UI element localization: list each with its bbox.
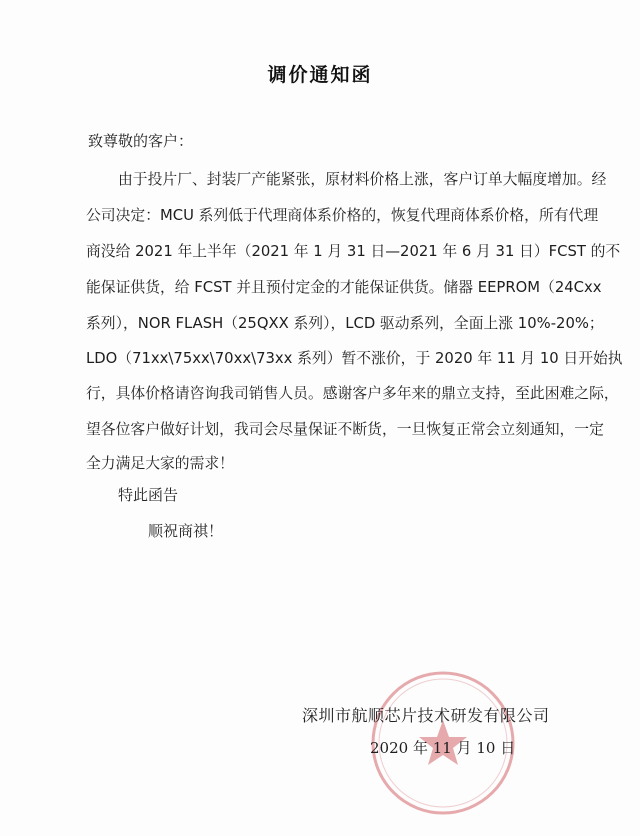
body-line: 望各位客户做好计划，我司会尽量保证不断货，一旦恢复正常会立刻通知，一定 [86,421,604,438]
body-line: LDO（71xx\75xx\70xx\73xx 系列）暂不涨价，于 2020 年 11 月 10 日开始执 [86,350,623,367]
signature-date: 2020 年 11 月 10 日 [370,739,516,757]
document-title: 调价通知函 [267,64,373,86]
closing-greeting: 顺祝商祺！ [148,522,224,540]
body-line: 系列），NOR FLASH（25QXX 系列），LCD 驱动系列，全面上涨 10%-20%； [86,315,604,332]
body-line: 商没给 2021 年上半年（2021 年 1 月 31 日—2021 年 6 月 31 日）FCST 的不 [86,243,621,260]
company-signature: 深圳市航顺芯片技术研发有限公司 [302,706,550,725]
body-line: 能保证供货，给 FCST 并且预付定金的才能保证供货。储器 EEPROM（24Cxx [86,279,602,296]
body-line: 公司决定：MCU 系列低于代理商体系价格的，恢复代理商体系价格，所有代理 [86,207,599,224]
closing-statement: 特此函告 [118,486,179,504]
body-line: 全力满足大家的需求！ [86,455,234,472]
body-line: 行，具体价格请咨询我司销售人员。感谢客户多年来的鼎立支持，至此困难之际， [86,385,619,402]
salutation: 致尊敬的客户： [88,132,194,150]
body-line: 由于投片厂、封装厂产能紧张，原材料价格上涨，客户订单大幅度增加。经 [118,171,607,188]
